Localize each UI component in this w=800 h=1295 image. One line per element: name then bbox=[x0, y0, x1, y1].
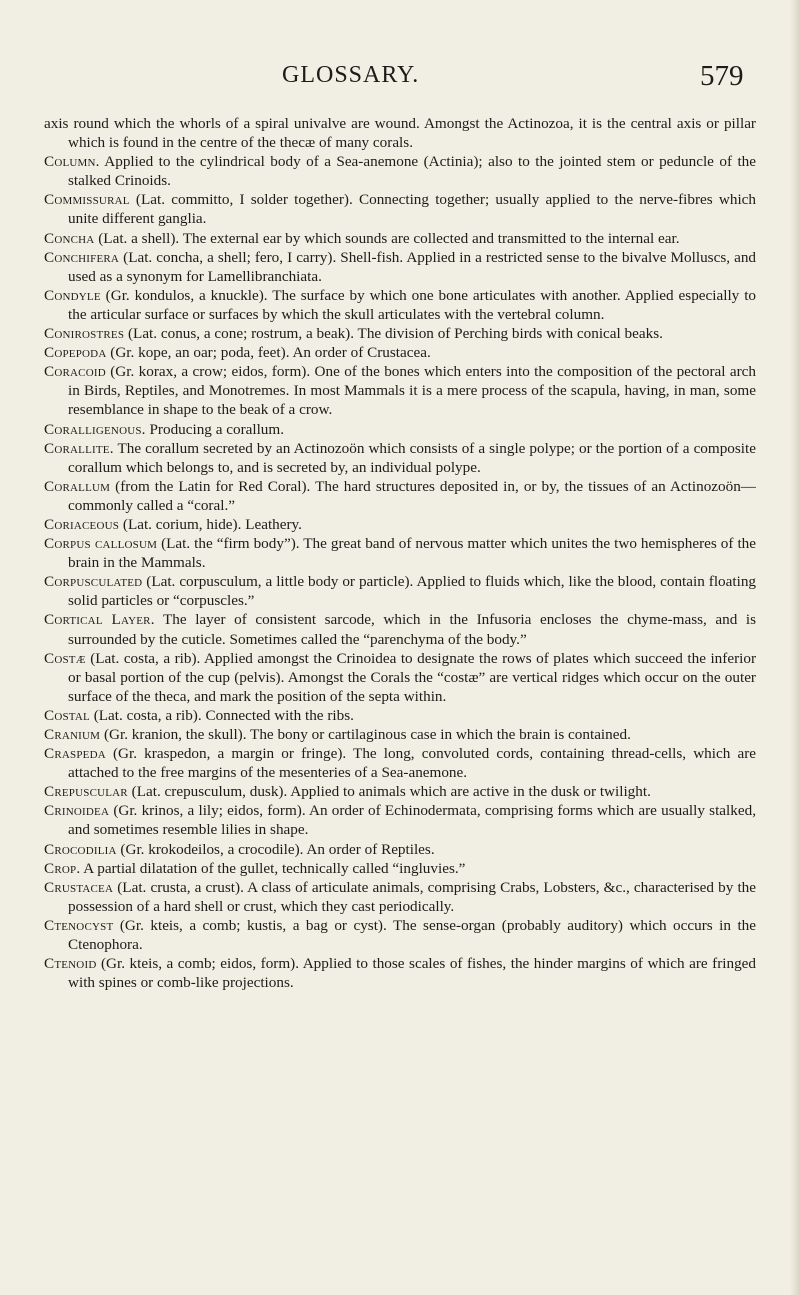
entry-term: Craspeda bbox=[44, 745, 106, 763]
entry-text: (Lat. conus, a cone; rostrum, a beak). The division of Perching birds with conical beaks. bbox=[127, 325, 663, 343]
glossary-entry bbox=[44, 439, 756, 477]
glossary-entry bbox=[44, 801, 756, 839]
glossary-entry bbox=[44, 362, 756, 419]
entry-text: (Gr. kteis, a comb; kustis, a bag or cyst). The sense-organ (probably auditory) which occurs in the Ctenophora. bbox=[68, 916, 757, 954]
entry-term: Costæ bbox=[44, 649, 86, 667]
entry-text: (Lat. costa, a rib). Connected with the ribs. bbox=[93, 706, 354, 724]
entry-term: Costal bbox=[44, 706, 90, 724]
entry-text: axis round which the whorls of a spiral univalve are wound. Amongst the Actinozoa, it is the central axis or pillar which is found in the centre of the thecæ of many corals. bbox=[44, 115, 756, 152]
glossary-entry bbox=[44, 248, 756, 286]
glossary-entry bbox=[44, 782, 756, 801]
entry-text: (Lat. concha, a shell; fero, I carry). Shell-fish. Applied in a restricted sense to the bivalve Molluscs, and used as a synonym for Lamellibranchiata. bbox=[68, 248, 757, 285]
entry-term: Conirostres bbox=[44, 325, 125, 343]
entry-text: (Gr. kope, an oar; poda, feet). An order of Crustacea. bbox=[110, 344, 431, 362]
glossary-entry bbox=[44, 610, 756, 648]
entry-term: Corallite. bbox=[44, 439, 114, 457]
entry-term: Coriaceous bbox=[44, 515, 120, 533]
entry-text: (Gr. kraspedon, a margin or fringe). The long, convoluted cords, containing thread-cells, which are attached to the free margins of the mesenteries of a Sea-anemone. bbox=[68, 745, 756, 782]
glossary-entry bbox=[44, 534, 756, 572]
entry-term: Concha bbox=[44, 229, 95, 247]
entry-text: Applied to the cylindrical body of a Sea-anemone (Actinia); also to the jointed stem or peduncle of the stalked Crinoids. bbox=[68, 153, 756, 190]
glossary-entry bbox=[44, 324, 756, 343]
entry-text: (Gr. kranion, the skull). The bony or cartilaginous case in which the brain is contained. bbox=[103, 726, 631, 743]
glossary-entry bbox=[44, 229, 756, 248]
entry-term: Corpusculated bbox=[44, 573, 143, 591]
glossary-entries bbox=[44, 114, 756, 992]
entry-term: Crustacea bbox=[44, 878, 114, 896]
glossary-entry bbox=[44, 190, 756, 228]
entry-text: A partial dilatation of the gullet, technically called “ingluvies.” bbox=[83, 859, 466, 877]
entry-text: (Gr. kteis, a comb; eidos, form). Applied to those scales of fishes, the hinder margins of which are fringed with spines or comb-like projections. bbox=[68, 955, 756, 992]
glossary-entry bbox=[44, 343, 756, 362]
entry-term: Commissural bbox=[44, 191, 130, 209]
glossary-entry bbox=[44, 840, 756, 859]
entry-term: Crinoidea bbox=[44, 802, 110, 820]
entry-text: (Lat. corpusculum, a little body or particle). Applied to fluids which, like the blood, contain floating solid particles or “corpuscles.” bbox=[68, 573, 757, 610]
glossary-entry bbox=[44, 916, 756, 954]
entry-term: Copepoda bbox=[44, 344, 107, 362]
glossary-entry bbox=[44, 286, 756, 324]
entry-text: (from the Latin for Red Coral). The hard structures deposited in, or by, the tissues of an Actinozoön—commonly called a “coral.” bbox=[68, 477, 756, 514]
entry-term: Conchifera bbox=[44, 248, 120, 266]
glossary-entry bbox=[44, 477, 756, 515]
running-head: GLOSSARY. bbox=[282, 62, 420, 88]
page-edge bbox=[790, 0, 800, 1295]
entry-text: (Lat. a shell). The external ear by which sounds are collected and transmitted to the internal ear. bbox=[98, 229, 680, 247]
entry-term: Ctenocyst bbox=[44, 916, 114, 934]
glossary-entry bbox=[44, 878, 756, 916]
entry-term: Crepuscular bbox=[44, 783, 128, 801]
entry-text: (Lat. costa, a rib). Applied amongst the Crinoidea to designate the rows of plates which succeed the inferior or basal portion of the cup (pelvis). Amongst the Corals the “costæ” are vertical ridges which occur on the outer surface of the theca, and mark the position of the septa within. bbox=[68, 649, 756, 705]
entry-term: Corpus callosum bbox=[44, 535, 158, 553]
entry-text: The layer of consistent sarcode, which in the Infusoria encloses the chyme-mass, and is surrounded by the cuticle. Sometimes called the “parenchyma of the body.” bbox=[68, 611, 756, 648]
entry-text: (Lat. the “firm body”). The great band of nervous matter which unites the two hemispheres of the brain in the Mammals. bbox=[68, 535, 756, 572]
entry-term: Cortical Layer. bbox=[44, 611, 155, 629]
entry-text: (Gr. korax, a crow; eidos, form). One of the bones which enters into the composition of the pectoral arch in Birds, Reptiles, and Monotremes. In most Mammals it is a mere process of the scapula, having, in man, some resemblance in shape to the beak of a crow. bbox=[68, 363, 757, 419]
glossary-entry bbox=[44, 114, 756, 152]
glossary-entry bbox=[44, 572, 756, 610]
entry-text: (Lat. corium, hide). Leathery. bbox=[122, 515, 302, 533]
entry-term: Crop. bbox=[44, 859, 81, 877]
glossary-entry bbox=[44, 954, 756, 992]
page-number: 579 bbox=[700, 60, 744, 92]
glossary-entry bbox=[44, 152, 756, 190]
glossary-entry bbox=[44, 649, 756, 706]
glossary-entry bbox=[44, 744, 756, 782]
entry-term: Cranium bbox=[44, 726, 101, 743]
entry-term: Column. bbox=[44, 153, 100, 171]
entry-text: Producing a corallum. bbox=[149, 420, 285, 438]
glossary-entry bbox=[44, 725, 756, 744]
entry-text: (Gr. krokodeilos, a crocodile). An order of Reptiles. bbox=[120, 840, 435, 858]
entry-term: Crocodilia bbox=[44, 840, 117, 858]
entry-text: (Gr. krinos, a lily; eidos, form). An order of Echinodermata, comprising forms which are usually stalked, and sometimes resemble lilies in shape. bbox=[68, 802, 756, 839]
entry-text: (Lat. crusta, a crust). A class of articulate animals, comprising Crabs, Lobsters, &c., characterised by the possession of a hard shell or crust, which they cast periodically. bbox=[68, 878, 756, 915]
entry-text: The corallum secreted by an Actinozoön which consists of a single polype; or the portion of a composite corallum which belongs to, and is secreted by, an individual polype. bbox=[68, 439, 756, 476]
glossary-entry bbox=[44, 420, 756, 439]
glossary-entry bbox=[44, 859, 756, 878]
entry-term: Corallum bbox=[44, 477, 111, 495]
glossary-entry bbox=[44, 706, 756, 725]
entry-text: (Lat. committo, I solder together). Connecting together; usually applied to the nerve-fibres which unite different ganglia. bbox=[68, 191, 757, 228]
entry-term: Condyle bbox=[44, 286, 101, 304]
entry-term: Coralligenous. bbox=[44, 420, 146, 438]
entry-text: (Lat. crepusculum, dusk). Applied to animals which are active in the dusk or twilight. bbox=[131, 783, 651, 801]
entry-text: (Gr. kondulos, a knuckle). The surface by which one bone articulates with another. Applied especially to the articular surface or surfaces by which the skull articulates with the vertebral column. bbox=[68, 286, 757, 323]
entry-term: Coracoid bbox=[44, 363, 106, 381]
glossary-entry bbox=[44, 515, 756, 534]
entry-term: Ctenoid bbox=[44, 955, 97, 973]
page-header bbox=[0, 62, 800, 98]
